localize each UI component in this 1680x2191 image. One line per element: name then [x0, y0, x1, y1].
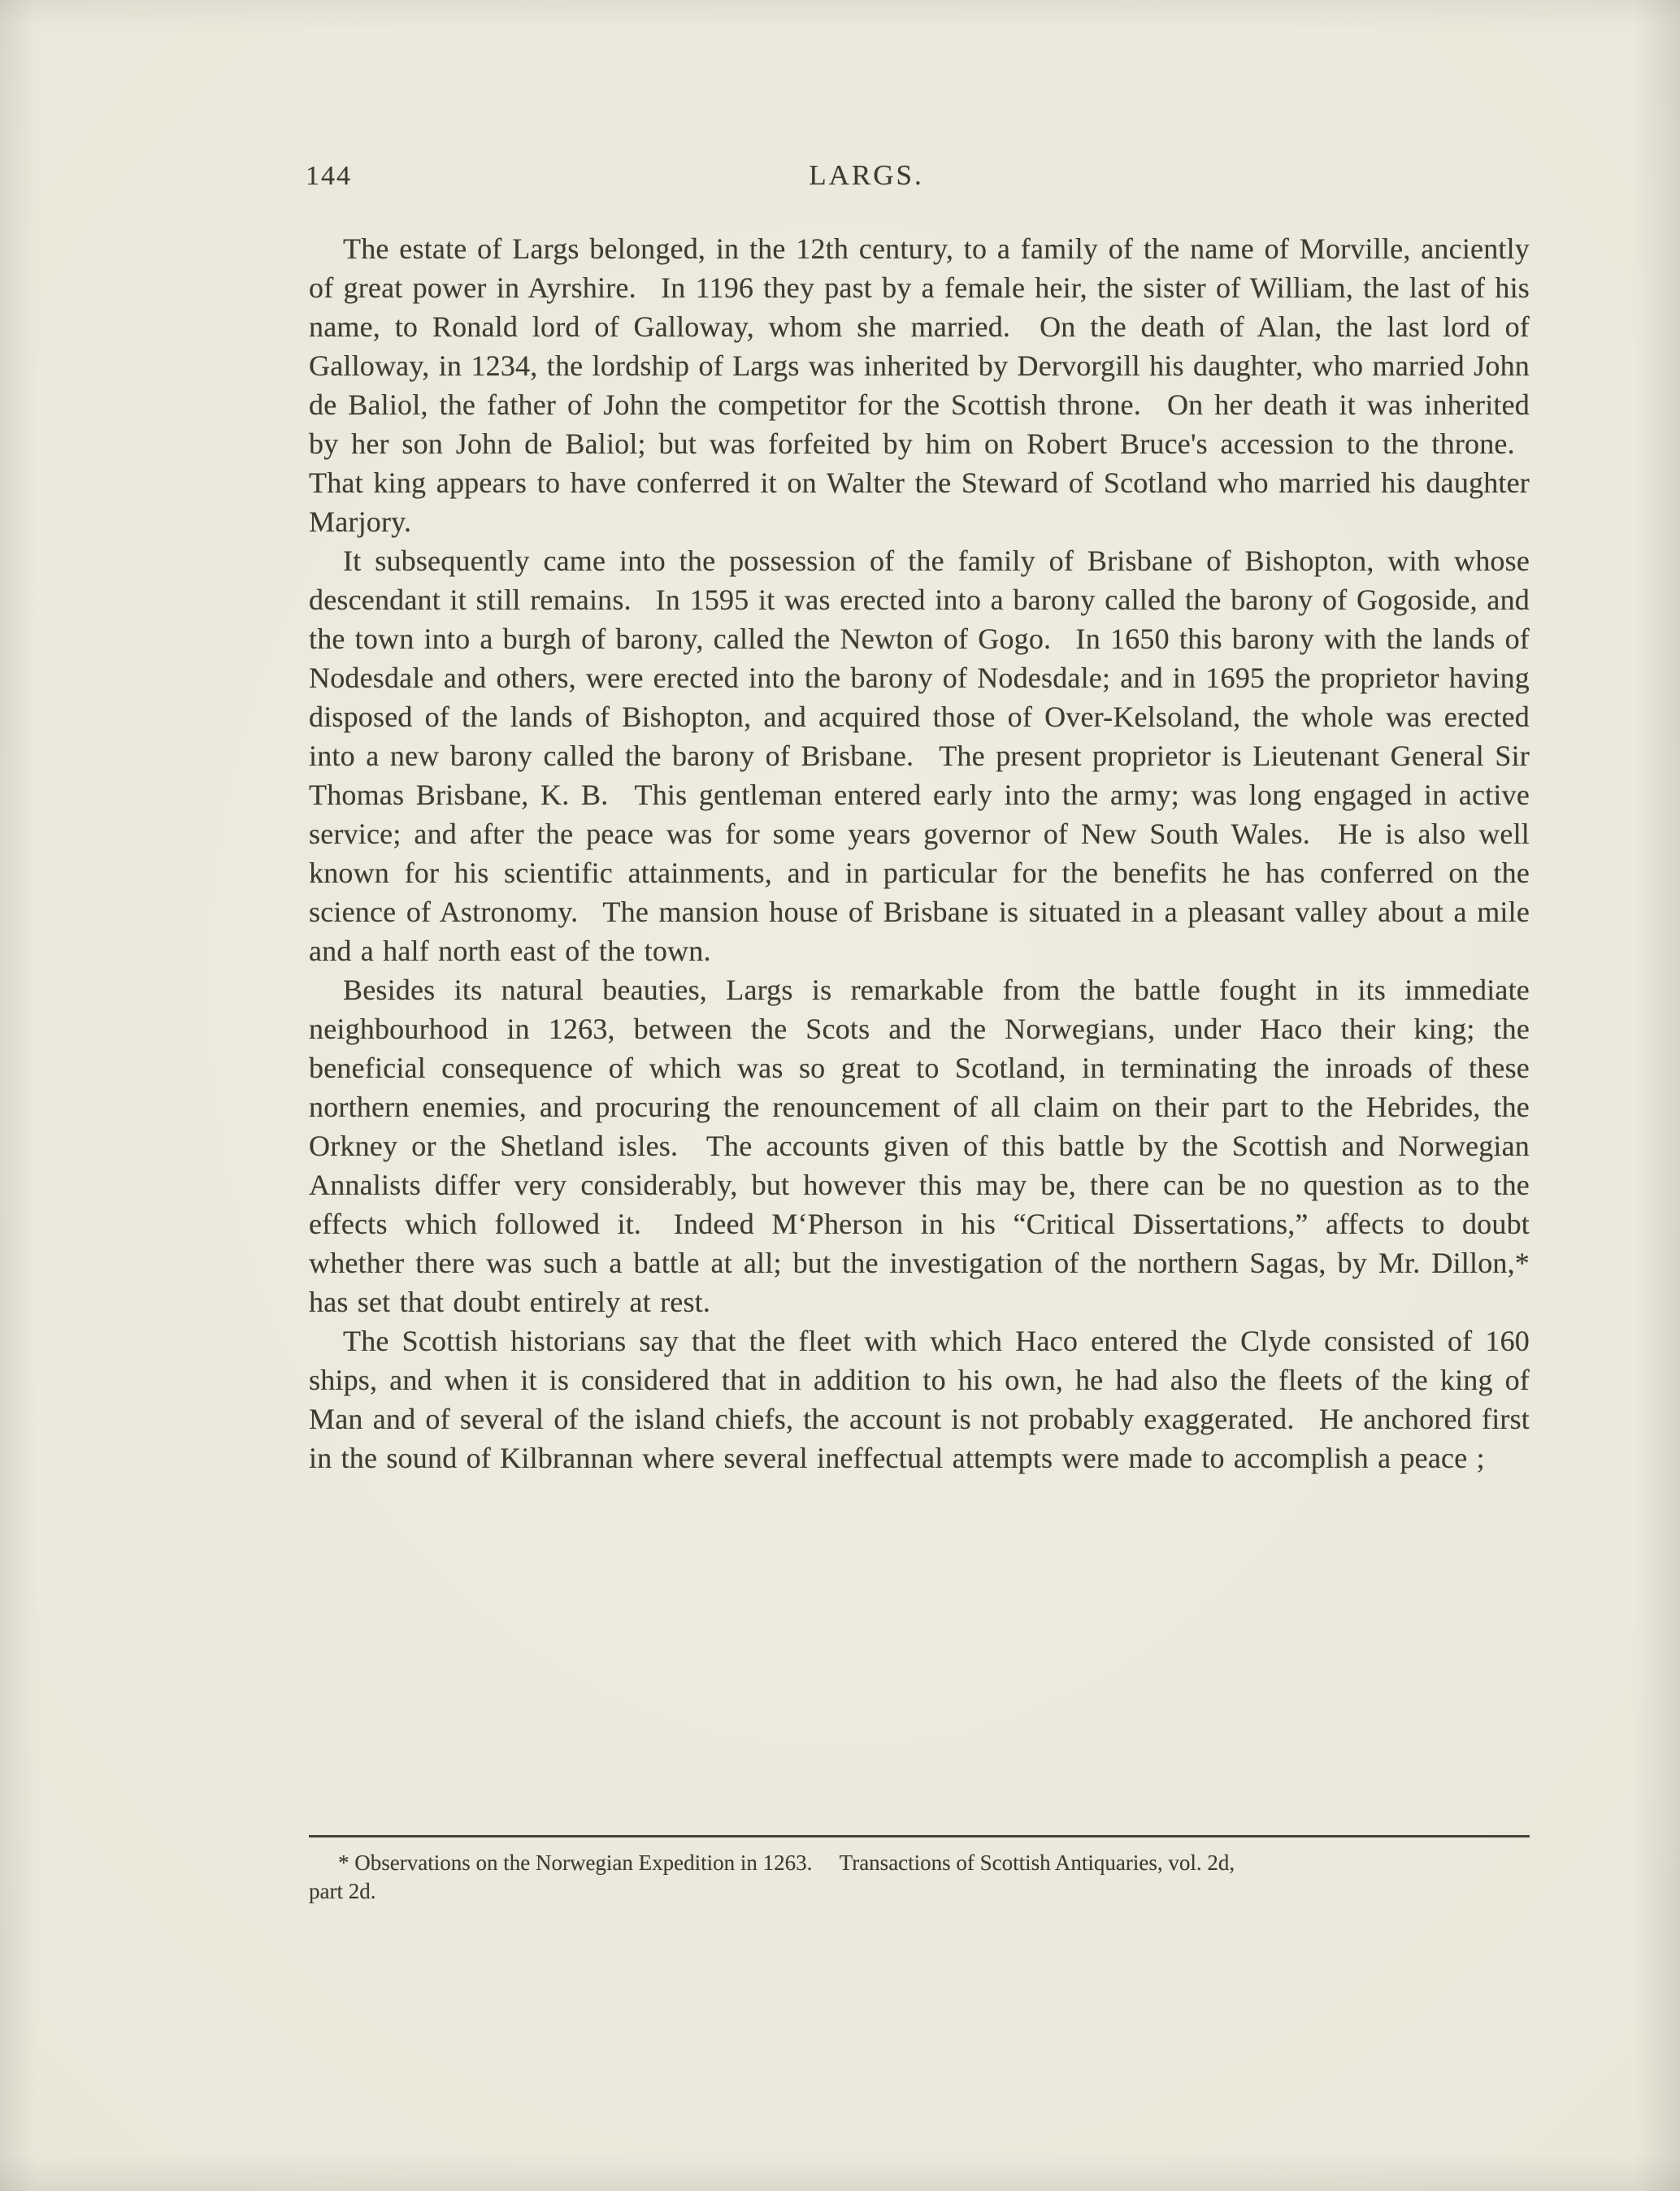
- footnote: [309, 1849, 1530, 1906]
- paragraph-3: Besides its natural beauties, Largs is remarkable from the battle fought in its immediate neighbourhood in 1263, between the Scots and the Norwegians, under Haco their king; the beneficial consequence of which was so great to Scotland, in terminating the inroads of these northern enemies, and procuring the renouncement of all claim on their part to the Hebrides, the Orkney or the Shetland isles. The accounts given of this battle by the Scottish and Norwegian Annalists differ very considerably, but however this may be, there can be no question as to the effects which followed it. Indeed M‘Pherson in his “Critical Dissertations,” affects to doubt whether there was such a battle at all; but the investigation of the northern Sagas, by Mr. Dillon,* has set that doubt entirely at rest.: [309, 974, 1530, 1318]
- body-text: [309, 229, 1530, 1477]
- paragraph-2: It subsequently came into the possession of the family of Brisbane of Bishopton, with whose descendant it still remains. In 1595 it was erected into a barony called the barony of Gogoside, and the town into a burgh of barony, called the Newton of Gogo. In 1650 this barony with the lands of Nodesdale and others, were erected into the barony of Nodesdale; and in 1695 the proprietor having disposed of the lands of Bishopton, and acquired those of Over-Kelsoland, the whole was erected into a new barony called the barony of Brisbane. The present proprietor is Lieutenant General Sir Thomas Brisbane, K. B. This gentleman entered early into the army; was long engaged in active service; and after the peace was for some years governor of New South Wales. He is also well known for his scientific attainments, and in particular for the benefits he has conferred on the science of Astronomy. The mansion house of Brisbane is situated in a pleasant valley about a mile and a half north east of the town.: [309, 544, 1530, 967]
- running-title: LARGS.: [809, 159, 924, 191]
- footnote-rule: [309, 1835, 1530, 1837]
- page-header: [306, 159, 1530, 197]
- paragraph-1: The estate of Largs belonged, in the 12th century, to a family of the name of Morville, anciently of great power in Ayrshire. In 1196 they past by a female heir, the sister of William, the last of his name, to Ronald lord of Galloway, whom she married. On the death of Alan, the last lord of Galloway, in 1234, the lordship of Largs was inherited by Dervorgill his daughter, who married John de Baliol, the father of John the competitor for the Scottish throne. On her death it was inherited by her son John de Baliol; but was forfeited by him on Robert Bruce's accession to the throne. That king appears to have conferred it on Walter the Steward of Scotland who married his daughter Marjory.: [309, 232, 1530, 538]
- footnote-line-2: part 2d.: [309, 1879, 376, 1903]
- footnote-line-1: * Observations on the Norwegian Expedition in 1263. Transactions of Scottish Antiquaries, vol. 2d,: [338, 1850, 1235, 1875]
- footnote-section: [309, 1835, 1530, 1906]
- page-number: 144: [306, 161, 352, 191]
- paragraph-4: The Scottish historians say that the fleet with which Haco entered the Clyde consisted of 160 ships, and when it is considered that in addition to his own, he had also the fleets of the king of Man and of several of the island chiefs, the account is not probably exaggerated. He anchored first in the sound of Kilbrannan where several ineffectual attempts were made to accomplish a peace ;: [309, 1325, 1530, 1474]
